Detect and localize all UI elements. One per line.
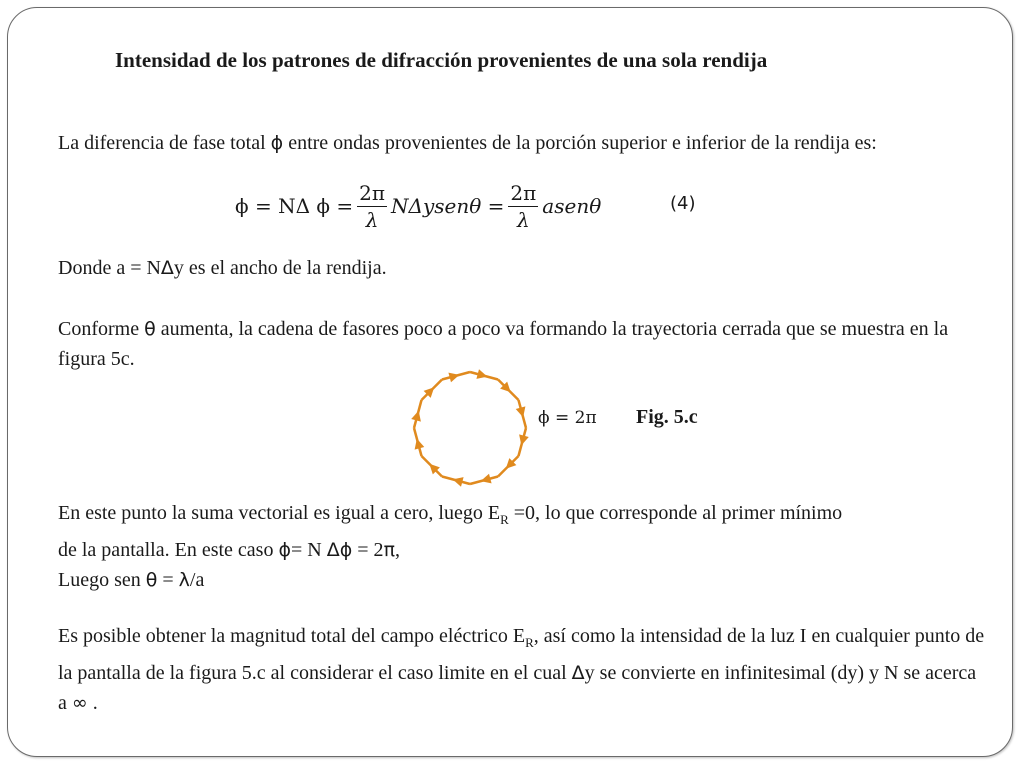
slide-title: Intensidad de los patrones de difracción provenientes de una sola rendija bbox=[115, 48, 768, 72]
pi-symbol: π bbox=[383, 539, 396, 561]
figure-caption: Fig. 5.c bbox=[636, 406, 698, 428]
punto-text: En este punto la suma vectorial es igual a cero, luego E bbox=[58, 502, 501, 524]
luego-equals: = bbox=[157, 569, 179, 591]
donde-paragraph bbox=[58, 253, 988, 283]
phase-equation bbox=[235, 175, 601, 237]
equation-middle: NΔysenθ = bbox=[391, 194, 505, 218]
infinity-symbol: ∞ bbox=[71, 692, 88, 714]
intro-paragraph bbox=[58, 128, 988, 158]
caso-equals: = N bbox=[291, 539, 327, 561]
fraction-2-denominator: λ bbox=[517, 207, 530, 232]
theta-symbol: θ bbox=[144, 318, 156, 340]
intro-text-end: entre ondas provenientes de la porción superior e inferior de la rendija es: bbox=[283, 132, 877, 154]
final-text-3: y se convierte en infinitesimal (dy) y N se acerca a bbox=[58, 662, 977, 714]
fraction-1-numerator: 2π bbox=[359, 180, 386, 205]
luego-text: Luego sen bbox=[58, 569, 146, 591]
phi-symbol: ϕ bbox=[270, 132, 284, 154]
final-paragraph bbox=[58, 621, 988, 718]
donde-text-end: y es el ancho de la rendija. bbox=[173, 257, 387, 279]
equation-rhs: asenθ bbox=[542, 194, 602, 218]
delta-symbol: Δ bbox=[160, 257, 174, 279]
fraction-1-denominator: λ bbox=[365, 207, 379, 232]
punto-line-1 bbox=[58, 498, 988, 535]
final-text-4: . bbox=[87, 692, 98, 714]
punto-paragraph bbox=[58, 498, 988, 595]
er-subscript: R bbox=[525, 635, 534, 650]
phasor-label: ϕ = 2π bbox=[538, 408, 597, 428]
punto-text-end: =0, lo que corresponde al primer mínimo bbox=[508, 502, 843, 524]
equation-fraction-2 bbox=[508, 180, 538, 233]
phasor-circle-diagram bbox=[400, 362, 540, 494]
donde-text: Donde a = N bbox=[58, 257, 161, 279]
punto-line-3 bbox=[58, 565, 988, 595]
er-subscript: R bbox=[500, 512, 509, 527]
conforme-text: Conforme bbox=[58, 318, 145, 340]
delta-phi-symbol: Δϕ bbox=[326, 539, 353, 561]
luego-end: /a bbox=[189, 569, 205, 591]
equation-lhs: ϕ = NΔ ϕ = bbox=[235, 194, 354, 218]
theta-symbol: θ bbox=[145, 569, 158, 591]
lambda-symbol: λ bbox=[178, 569, 190, 591]
conforme-text-end: aumenta, la cadena de fasores poco a poco va formando la trayectoria cerrada que se muestra en la figura 5c. bbox=[58, 318, 949, 370]
fraction-2-numerator: 2π bbox=[510, 180, 537, 205]
final-text-2: , así como la intensidad de la luz I en cualquier punto de la pantalla de la figura 5.c al considerar el caso limite en el cual bbox=[58, 625, 985, 684]
final-text-1: Es posible obtener la magnitud total del campo eléctrico E bbox=[58, 625, 526, 647]
phi-symbol: ϕ bbox=[278, 539, 292, 561]
equation-number: (4) bbox=[670, 193, 696, 214]
caso-comma: , bbox=[395, 539, 401, 561]
equation-fraction-1 bbox=[357, 180, 387, 233]
delta-symbol: Δ bbox=[571, 662, 585, 684]
punto-line-2 bbox=[58, 535, 988, 565]
caso-value: = 2 bbox=[352, 539, 384, 561]
intro-text: La diferencia de fase total bbox=[58, 132, 271, 154]
caso-text: de la pantalla. En este caso bbox=[58, 539, 279, 561]
